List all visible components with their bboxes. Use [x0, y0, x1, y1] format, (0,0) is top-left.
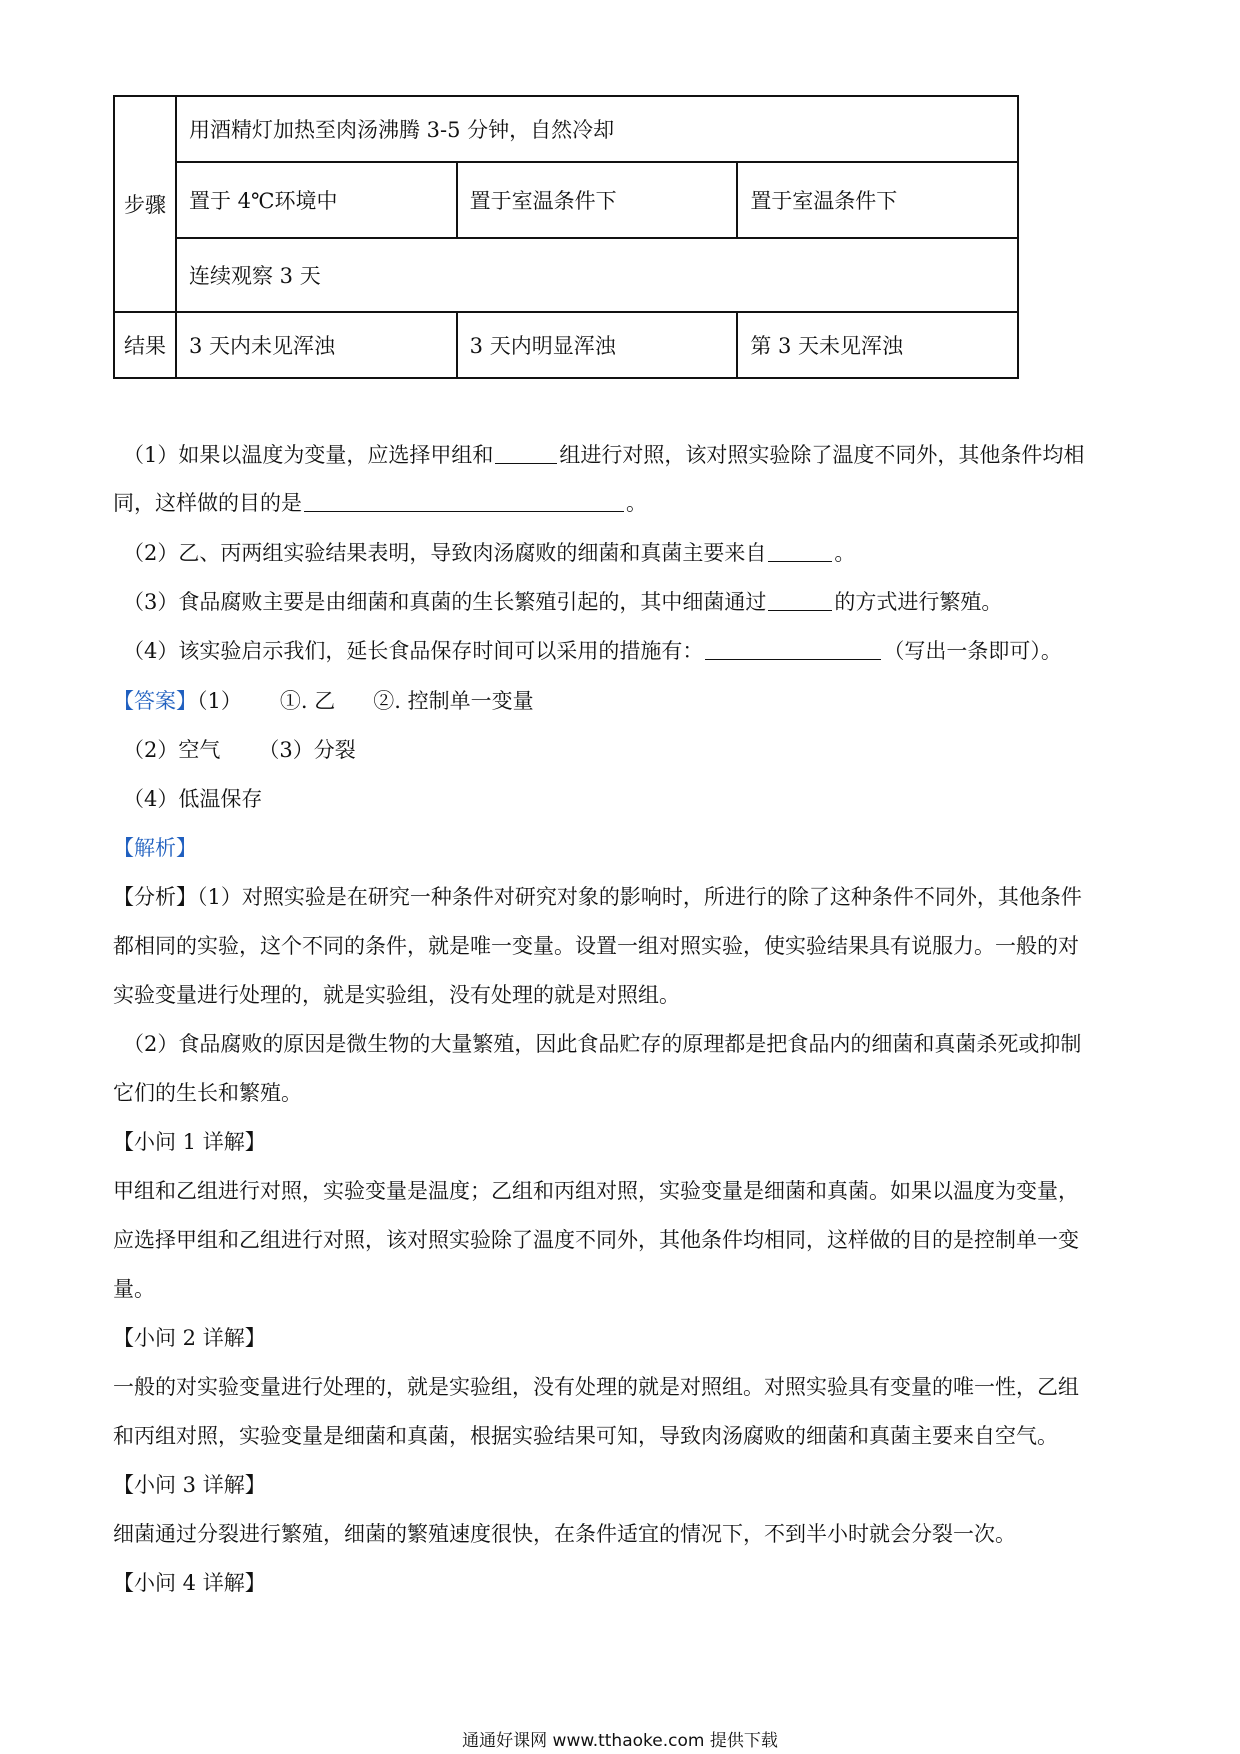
question-4: （4）该实验启示我们，延长食品保存时间可以采用的措施有： （写出一条即可）。	[123, 639, 1062, 663]
answer-line-1: 【答案】（1） ①. 乙 ②. 控制单一变量	[113, 689, 534, 713]
answer-tag: 【答案】	[113, 689, 197, 713]
table-cell: 3 天内明显浑浊	[457, 312, 738, 378]
table-row	[114, 238, 1018, 312]
answer-blank	[768, 588, 832, 611]
analysis-line: （2）食品腐败的原因是微生物的大量繁殖，因此食品贮存的原理都是把食品内的细菌和真菌杀死或抑制	[123, 1032, 1082, 1056]
detail-2-heading: 【小问 2 详解】	[113, 1326, 266, 1350]
table-row	[114, 312, 1018, 378]
analysis-tag: 【解析】	[113, 836, 197, 860]
detail-1-line: 量。	[113, 1277, 155, 1301]
detail-1-line: 甲组和乙组进行对照，实验变量是温度；乙组和丙组对照，实验变量是细菌和真菌。如果以温度为变量，	[113, 1179, 1079, 1203]
table-cell: 置于室温条件下	[737, 162, 1018, 238]
question-3: （3）食品腐败主要是由细菌和真菌的生长繁殖引起的，其中细菌通过 的方式进行繁殖。	[123, 590, 1003, 614]
detail-3-heading: 【小问 3 详解】	[113, 1473, 266, 1497]
detail-1-heading: 【小问 1 详解】	[113, 1130, 266, 1154]
table-cell: 置于 4℃环境中	[176, 162, 457, 238]
answer-line-3: （4）低温保存	[123, 787, 263, 811]
table-cell: 连续观察 3 天	[176, 238, 1018, 312]
detail-2-line: 一般的对实验变量进行处理的，就是实验组，没有处理的就是对照组。对照实验具有变量的唯一性，乙组	[113, 1375, 1079, 1399]
question-1-line-1: （1）如果以温度为变量，应选择甲组和 组进行对照，该对照实验除了温度不同外，其他条件均相	[123, 443, 1085, 467]
detail-3-line: 细菌通过分裂进行繁殖，细菌的繁殖速度很快，在条件适宜的情况下，不到半小时就会分裂一次。	[113, 1522, 1016, 1546]
table-row	[114, 162, 1018, 238]
table-cell: 第 3 天未见浑浊	[737, 312, 1018, 378]
detail-2-line: 和丙组对照，实验变量是细菌和真菌，根据实验结果可知，导致肉汤腐败的细菌和真菌主要来自空气。	[113, 1424, 1058, 1448]
page-footer: 通通好课网 www.tthaoke.com 提供下载	[462, 1731, 778, 1751]
analysis-line: 都相同的实验，这个不同的条件，就是唯一变量。设置一组对照实验，使实验结果具有说服力。一般的对	[113, 934, 1079, 958]
answer-blank	[768, 539, 832, 562]
detail-1-line: 应选择甲组和乙组进行对照，该对照实验除了温度不同外，其他条件均相同，这样做的目的是控制单一变	[113, 1228, 1079, 1252]
detail-4-heading: 【小问 4 详解】	[113, 1571, 266, 1595]
table-cell: 用酒精灯加热至肉汤沸腾 3-5 分钟，自然冷却	[176, 96, 1018, 162]
answer-blank	[304, 489, 624, 512]
experiment-table	[113, 95, 1019, 379]
table-row	[114, 96, 1018, 162]
table-cell: 置于室温条件下	[457, 162, 738, 238]
step-header: 步骤	[114, 96, 176, 312]
table-cell: 3 天内未见浑浊	[176, 312, 457, 378]
answer-line-2: （2）空气 （3）分裂	[123, 738, 356, 762]
analysis-line: 它们的生长和繁殖。	[113, 1081, 302, 1105]
answer-blank	[495, 441, 557, 464]
result-header: 结果	[114, 312, 176, 378]
answer-blank	[705, 637, 881, 660]
analysis-line: 【分析】（1）对照实验是在研究一种条件对研究对象的影响时，所进行的除了这种条件不同外，其他条件	[113, 885, 1082, 909]
analysis-line: 实验变量进行处理的，就是实验组，没有处理的就是对照组。	[113, 983, 680, 1007]
question-1-line-2: 同，这样做的目的是 。	[113, 491, 647, 515]
question-2: （2）乙、丙两组实验结果表明，导致肉汤腐败的细菌和真菌主要来自 。	[123, 541, 856, 565]
